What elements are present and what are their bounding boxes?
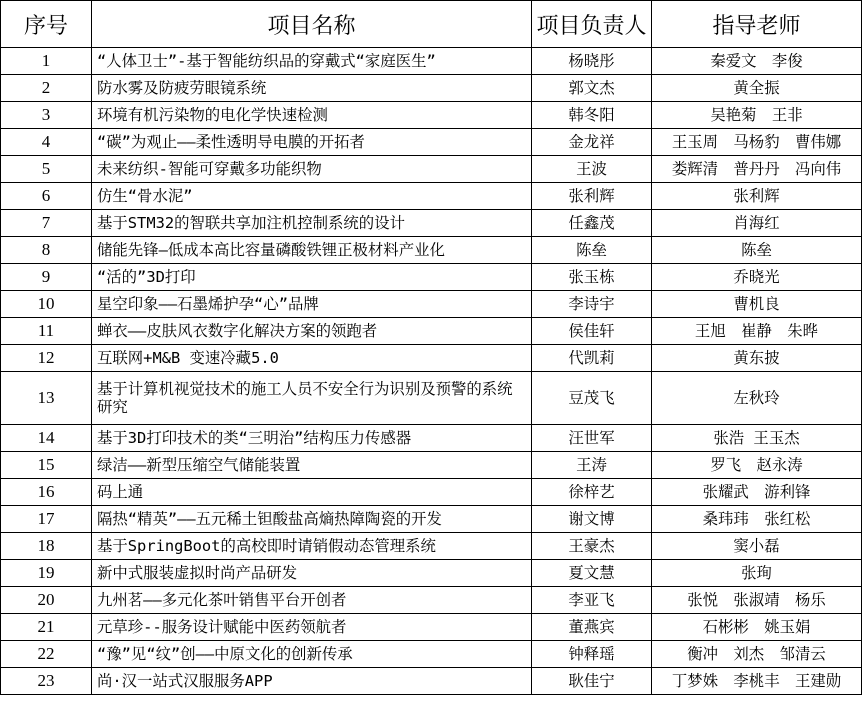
cell-seq: 10 xyxy=(1,291,92,318)
cell-project-leader: 李亚飞 xyxy=(532,587,652,614)
table-row xyxy=(1,102,862,129)
cell-seq: 6 xyxy=(1,183,92,210)
table-row xyxy=(1,156,862,183)
cell-advisor: 王旭 崔静 朱晔 xyxy=(652,318,862,345)
cell-project-name: 绿洁——新型压缩空气储能装置 xyxy=(92,452,532,479)
table-row xyxy=(1,506,862,533)
cell-seq: 7 xyxy=(1,210,92,237)
cell-advisor: 张浩 王玉杰 xyxy=(652,425,862,452)
cell-seq: 14 xyxy=(1,425,92,452)
cell-seq: 4 xyxy=(1,129,92,156)
cell-advisor: 乔晓光 xyxy=(652,264,862,291)
cell-advisor: 黄东披 xyxy=(652,345,862,372)
cell-project-name: 九州茗——多元化茶叶销售平台开创者 xyxy=(92,587,532,614)
cell-seq: 19 xyxy=(1,560,92,587)
cell-seq: 1 xyxy=(1,48,92,75)
cell-advisor: 石彬彬 姚玉娟 xyxy=(652,614,862,641)
cell-advisor: 吴艳菊 王非 xyxy=(652,102,862,129)
cell-project-leader: 豆茂飞 xyxy=(532,372,652,425)
cell-project-leader: 李诗宇 xyxy=(532,291,652,318)
table-row xyxy=(1,668,862,695)
cell-project-leader: 杨晓彤 xyxy=(532,48,652,75)
cell-project-name: 互联网+M&B 变速冷藏5.0 xyxy=(92,345,532,372)
cell-advisor: 黄全振 xyxy=(652,75,862,102)
table-row xyxy=(1,452,862,479)
cell-project-leader: 郭文杰 xyxy=(532,75,652,102)
cell-project-name: 仿生“骨水泥” xyxy=(92,183,532,210)
table-row xyxy=(1,533,862,560)
table-row xyxy=(1,48,862,75)
cell-seq: 5 xyxy=(1,156,92,183)
cell-project-name: “活的”3D打印 xyxy=(92,264,532,291)
cell-project-leader: 耿佳宁 xyxy=(532,668,652,695)
cell-project-name: 基于SpringBoot的高校即时请销假动态管理系统 xyxy=(92,533,532,560)
table-row xyxy=(1,587,862,614)
cell-project-leader: 陈垒 xyxy=(532,237,652,264)
table-row xyxy=(1,291,862,318)
cell-project-leader: 韩冬阳 xyxy=(532,102,652,129)
cell-advisor: 娄辉清 普丹丹 冯向伟 xyxy=(652,156,862,183)
table-row xyxy=(1,129,862,156)
cell-project-leader: 王豪杰 xyxy=(532,533,652,560)
table-row xyxy=(1,318,862,345)
cell-advisor: 秦爱文 李俊 xyxy=(652,48,862,75)
cell-project-leader: 徐梓艺 xyxy=(532,479,652,506)
cell-project-name: 码上通 xyxy=(92,479,532,506)
cell-project-name: “人体卫士”-基于智能纺织品的穿戴式“家庭医生” xyxy=(92,48,532,75)
cell-project-leader: 董燕宾 xyxy=(532,614,652,641)
table-row xyxy=(1,425,862,452)
cell-advisor: 丁梦姝 李桃丰 王建勋 xyxy=(652,668,862,695)
cell-project-leader: 汪世军 xyxy=(532,425,652,452)
table-row xyxy=(1,264,862,291)
cell-project-name: 基于STM32的智联共享加注机控制系统的设计 xyxy=(92,210,532,237)
cell-seq: 16 xyxy=(1,479,92,506)
cell-seq: 15 xyxy=(1,452,92,479)
cell-project-name: 未来纺织-智能可穿戴多功能织物 xyxy=(92,156,532,183)
cell-advisor: 左秋玲 xyxy=(652,372,862,425)
cell-project-leader: 谢文博 xyxy=(532,506,652,533)
cell-project-name: 星空印象——石墨烯护孕“心”品牌 xyxy=(92,291,532,318)
cell-project-name: 基于计算机视觉技术的施工人员不安全行为识别及预警的系统研究 xyxy=(92,372,532,425)
table-row xyxy=(1,641,862,668)
cell-advisor: 陈垒 xyxy=(652,237,862,264)
cell-project-leader: 王波 xyxy=(532,156,652,183)
cell-project-name: 隔热“精英”——五元稀土钽酸盐高熵热障陶瓷的开发 xyxy=(92,506,532,533)
cell-seq: 2 xyxy=(1,75,92,102)
header-advisor: 指导老师 xyxy=(652,1,862,48)
table-row xyxy=(1,479,862,506)
cell-advisor: 曹机良 xyxy=(652,291,862,318)
cell-seq: 18 xyxy=(1,533,92,560)
cell-seq: 23 xyxy=(1,668,92,695)
cell-project-leader: 代凯莉 xyxy=(532,345,652,372)
cell-advisor: 张珣 xyxy=(652,560,862,587)
header-project-leader: 项目负责人 xyxy=(532,1,652,48)
cell-project-leader: 王涛 xyxy=(532,452,652,479)
cell-project-name: 防水雾及防疲劳眼镜系统 xyxy=(92,75,532,102)
cell-project-name: 元草珍--服务设计赋能中医药领航者 xyxy=(92,614,532,641)
header-project-name: 项目名称 xyxy=(92,1,532,48)
cell-advisor: 张利辉 xyxy=(652,183,862,210)
cell-seq: 12 xyxy=(1,345,92,372)
cell-advisor: 张悦 张淑靖 杨乐 xyxy=(652,587,862,614)
table-row xyxy=(1,614,862,641)
cell-advisor: 窦小磊 xyxy=(652,533,862,560)
table-row xyxy=(1,183,862,210)
cell-project-leader: 金龙祥 xyxy=(532,129,652,156)
cell-seq: 22 xyxy=(1,641,92,668)
table-row xyxy=(1,75,862,102)
cell-project-leader: 钟释瑶 xyxy=(532,641,652,668)
cell-project-name: “碳”为观止——柔性透明导电膜的开拓者 xyxy=(92,129,532,156)
header-seq: 序号 xyxy=(1,1,92,48)
cell-project-leader: 任鑫茂 xyxy=(532,210,652,237)
cell-project-leader: 侯佳轩 xyxy=(532,318,652,345)
table-row xyxy=(1,345,862,372)
cell-seq: 20 xyxy=(1,587,92,614)
cell-seq: 8 xyxy=(1,237,92,264)
table-row xyxy=(1,237,862,264)
cell-advisor: 张耀武 游利锋 xyxy=(652,479,862,506)
cell-seq: 11 xyxy=(1,318,92,345)
table-row xyxy=(1,560,862,587)
cell-advisor: 衡冲 刘杰 邹清云 xyxy=(652,641,862,668)
cell-project-name: 环境有机污染物的电化学快速检测 xyxy=(92,102,532,129)
table-row xyxy=(1,210,862,237)
cell-advisor: 桑玮玮 张红松 xyxy=(652,506,862,533)
cell-seq: 17 xyxy=(1,506,92,533)
cell-project-name: “豫”见“纹”创——中原文化的创新传承 xyxy=(92,641,532,668)
cell-project-leader: 张玉栋 xyxy=(532,264,652,291)
cell-seq: 21 xyxy=(1,614,92,641)
cell-project-name: 蝉衣——皮肤风衣数字化解决方案的领跑者 xyxy=(92,318,532,345)
cell-seq: 3 xyxy=(1,102,92,129)
header-row xyxy=(1,1,862,48)
cell-project-name: 新中式服装虚拟时尚产品研发 xyxy=(92,560,532,587)
cell-project-name: 尚·汉一站式汉服服务APP xyxy=(92,668,532,695)
cell-seq: 13 xyxy=(1,372,92,425)
cell-project-name: 基于3D打印技术的类“三明治”结构压力传感器 xyxy=(92,425,532,452)
cell-seq: 9 xyxy=(1,264,92,291)
table-row xyxy=(1,372,862,425)
cell-advisor: 罗飞 赵永涛 xyxy=(652,452,862,479)
cell-advisor: 王玉周 马杨豹 曹伟娜 xyxy=(652,129,862,156)
cell-advisor: 肖海红 xyxy=(652,210,862,237)
cell-project-leader: 张利辉 xyxy=(532,183,652,210)
table-body xyxy=(1,48,862,695)
cell-project-name: 储能先锋—低成本高比容量磷酸铁锂正极材料产业化 xyxy=(92,237,532,264)
cell-project-leader: 夏文慧 xyxy=(532,560,652,587)
